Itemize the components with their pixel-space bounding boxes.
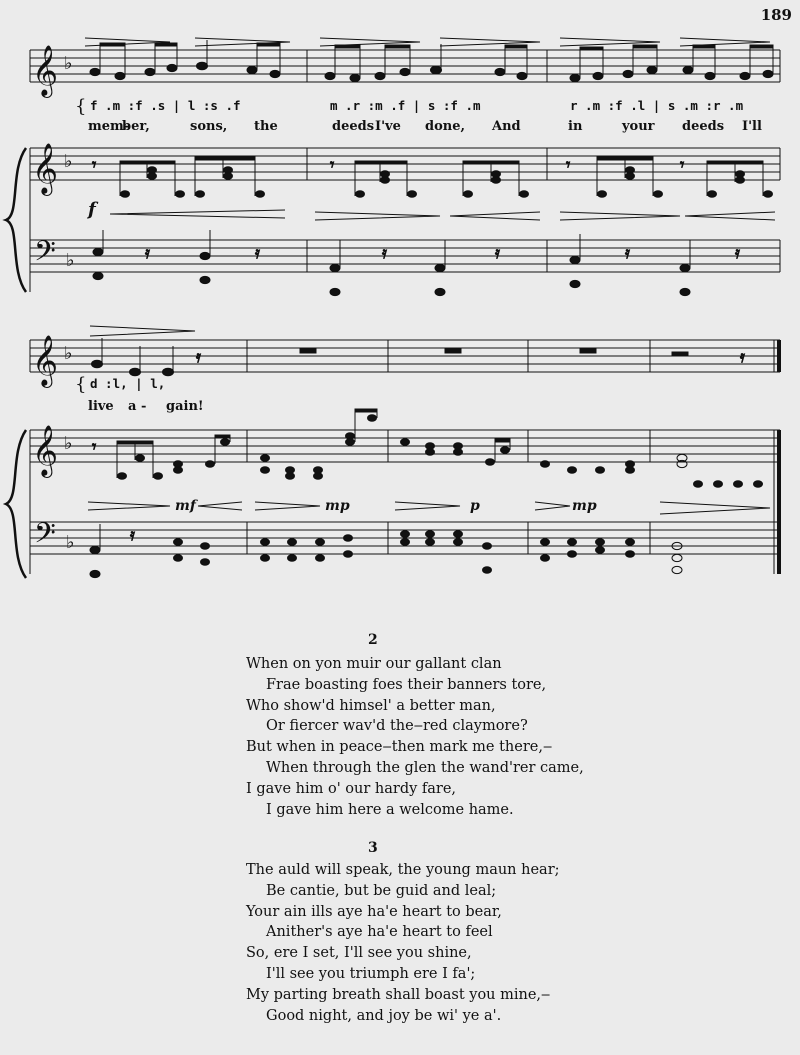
verse-line: I gave him o' our hardy fare, [246,780,457,797]
voice-notes [92,338,746,376]
svg-text:𝄾: 𝄾 [92,437,97,456]
svg-text:𝄿: 𝄿 [145,243,150,262]
svg-text:𝄿: 𝄿 [255,243,260,262]
verse-line: Anither's aye ha'e heart to feel [266,924,493,941]
bass-clef-icon: 𝄢 [34,517,56,557]
verse-line: I'll see you triumph ere I fa'; [266,965,476,982]
solfa-bar-3: r .m :f .l | s .m :r .m [570,98,744,113]
lyric-word: sons, [190,119,228,134]
verse-line: Frae boasting foes their banners tore, [266,676,547,693]
solfa-brace: { [75,96,87,117]
treble-clef-icon: 𝄞 [32,425,59,476]
piano-treble-notes [92,155,773,197]
verse-line: My parting breath shall boast you mine,‒ [246,986,551,1003]
lyric-word: ber, [122,119,150,134]
lyric-word: deeds [682,119,725,134]
dynamic-mezzo-forte: mf [175,498,196,514]
svg-text:𝄿: 𝄿 [382,243,387,262]
lyric-word: I'll [742,119,762,134]
lyric-word: the [254,119,278,134]
solfa-bar: d :l, | l, [90,376,166,391]
voice-hairpins [85,38,770,46]
dynamic-forte: f [88,199,96,220]
solfa-bar-1: f .m :f .s | l :s .f [90,98,241,113]
page-number: 189 [760,6,792,24]
piano-bass-staff [30,522,780,554]
verse-3 [246,860,560,1026]
lyric-word: mem- [88,119,130,134]
lyric-word: a - [128,399,147,414]
verse-line: So, ere I set, I'll see you shine, [246,945,472,962]
flat-key-signature: ♭ [64,53,73,74]
treble-clef-icon: 𝄞 [32,335,59,386]
verse-line: The auld will speak, the young maun hear; [246,862,560,878]
svg-text:𝄿: 𝄿 [740,347,745,366]
piano-treble-staff [30,148,780,292]
solfa-brace: { [75,374,87,395]
verse-line: Or fiercer wav'd the‒red claymore? [266,718,528,735]
piano-brace [6,148,26,292]
dynamic-piano: p [470,498,480,514]
verse-line: When through the glen the wand'rer came, [266,759,584,776]
voice-staff [30,50,780,82]
solfa-bar-2: m .r :m .f | s :f .m [330,98,481,113]
verse-2 [246,654,584,820]
lyric-word: I've [375,119,401,134]
voice-hairpin [90,326,195,336]
verse-line: Good night, and joy be wi' ye a'. [266,1007,502,1024]
voice-notes [90,40,773,82]
svg-text:𝄾: 𝄾 [566,155,571,174]
verse-line: I gave him here a welcome hame. [266,801,514,818]
voice-staff [30,340,781,372]
lyric-word: in [568,119,583,134]
svg-text:𝄿: 𝄿 [495,243,500,262]
piano-brace [6,430,26,578]
flat-key-signature: ♭ [64,433,73,454]
verse-number: 2 [368,632,378,648]
piano-bass-notes [90,524,682,578]
verse-line: Be cantie, but be guid and leal; [266,882,497,899]
lyric-word: your [622,119,655,134]
flat-key-signature: ♭ [66,250,75,271]
music-system-1 [0,30,800,310]
svg-text:𝄾: 𝄾 [680,155,685,174]
svg-text:𝄿: 𝄿 [735,243,740,262]
lyric-word: gain! [166,399,204,414]
verse-line: When on yon muir our gallant clan [246,656,502,672]
piano-treble-notes [92,409,763,487]
svg-text:𝄿: 𝄿 [625,243,630,262]
lyric-word: live [88,399,114,414]
lyric-word: And [492,119,521,134]
dynamic-mezzo-piano: mp [572,498,597,514]
piano-bass-staff [30,240,780,272]
flat-key-signature: ♭ [66,532,75,553]
flat-key-signature: ♭ [64,343,73,364]
flat-key-signature: ♭ [64,151,73,172]
piano-hairpins [110,210,775,220]
treble-clef-icon: 𝄞 [32,45,59,96]
verse-line: Your ain ills aye ha'e heart to bear, [246,903,502,920]
svg-text:𝄿: 𝄿 [196,347,201,366]
verse-line: But when in peace‒then mark me there,‒ [246,739,553,756]
lyric-word: deeds [332,119,375,134]
dynamic-mezzo-piano: mp [325,498,350,514]
svg-text:𝄾: 𝄾 [330,155,335,174]
svg-text:𝄿: 𝄿 [130,525,135,544]
music-system-2 [0,318,800,610]
verse-line: Who show'd himsel' a better man, [246,697,496,714]
bass-clef-icon: 𝄢 [34,235,56,275]
svg-text:𝄾: 𝄾 [92,155,97,174]
treble-clef-icon: 𝄞 [32,143,59,194]
lyric-word: done, [425,119,466,134]
verse-number: 3 [368,840,378,856]
